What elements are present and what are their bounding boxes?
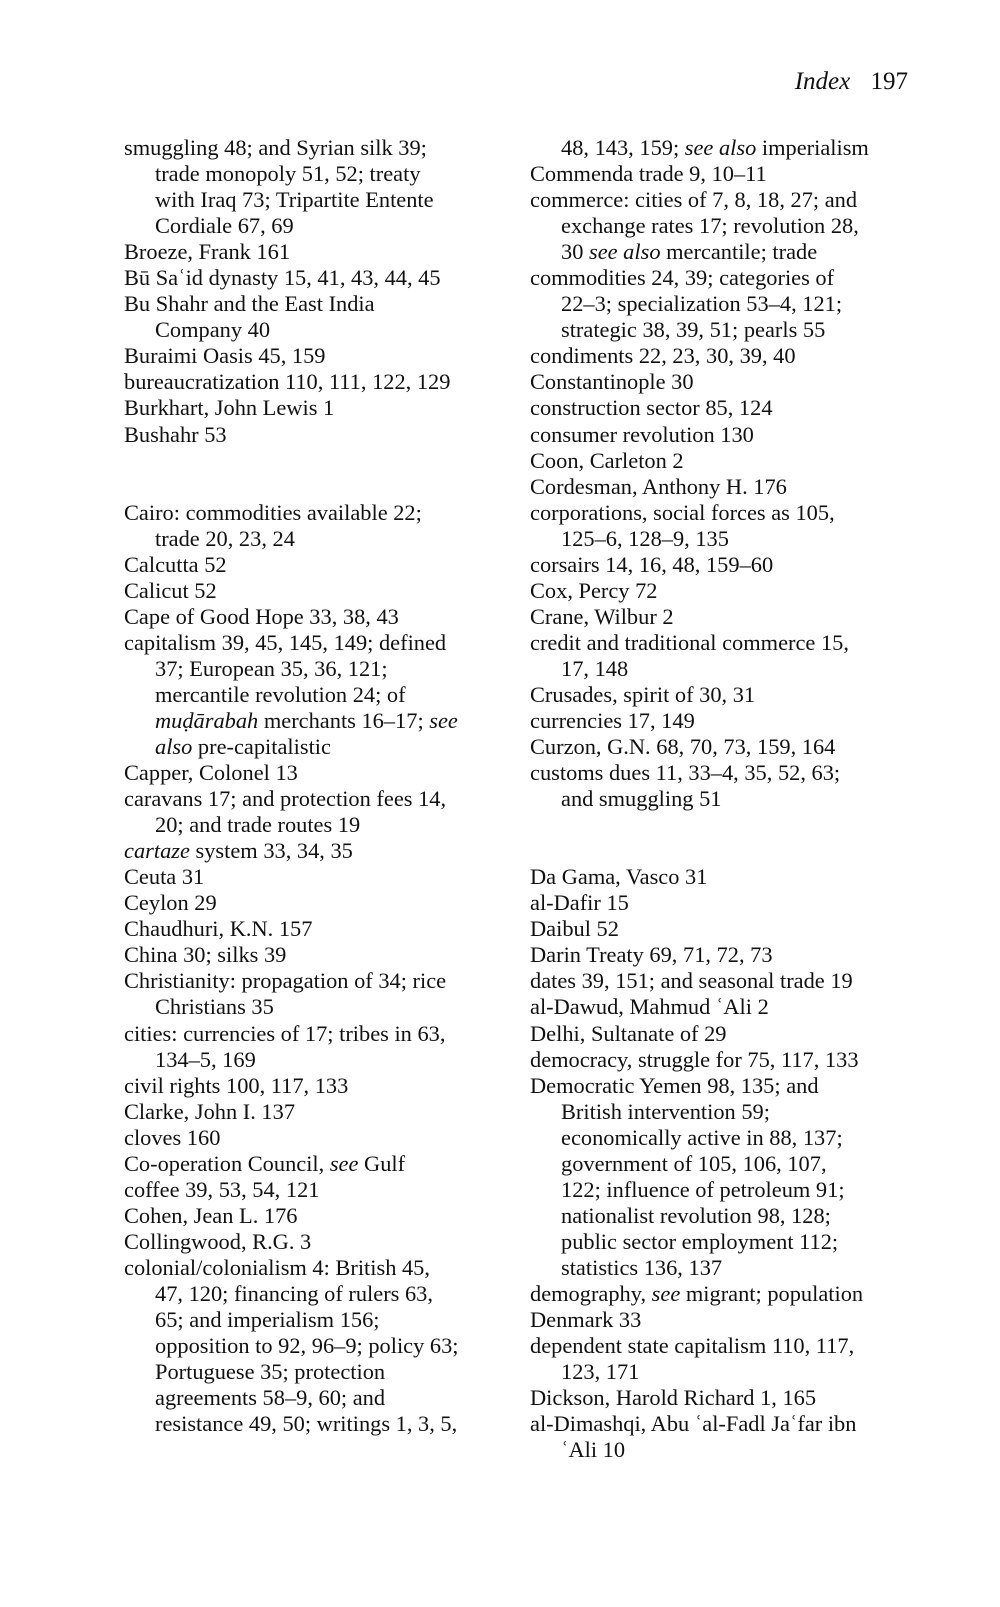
entry-line: government of 105, 106, 107, — [561, 1150, 827, 1176]
index-entry — [124, 968, 514, 1020]
entry-line: Da Gama, Vasco 31 — [530, 864, 708, 890]
entry-line: civil rights 100, 117, 133 — [124, 1072, 349, 1098]
entry-line: coffee 39, 53, 54, 121 — [124, 1176, 320, 1202]
entry-line: agreements 58–9, 60; and — [155, 1385, 386, 1411]
entry-line: Calicut 52 — [124, 577, 217, 603]
index-entry — [124, 760, 514, 786]
entry-line: cloves 160 — [124, 1124, 221, 1150]
index-entry — [530, 916, 930, 942]
index-entry — [124, 604, 514, 630]
index-entry — [124, 1073, 514, 1099]
entry-line: credit and traditional commerce 15, — [530, 629, 849, 655]
entry-group — [124, 135, 514, 448]
index-entry — [530, 734, 930, 760]
entry-line: mercantile revolution 24; of — [155, 681, 406, 707]
index-entry — [124, 1021, 514, 1073]
index-entry — [530, 474, 930, 500]
index-entry — [530, 1307, 930, 1333]
entry-line: 122; influence of petroleum 91; — [561, 1176, 845, 1202]
index-entry — [124, 864, 514, 890]
index-entry — [530, 500, 930, 552]
index-entry — [530, 1385, 930, 1411]
index-entry — [124, 578, 514, 604]
entry-line: corporations, social forces as 105, — [530, 499, 835, 525]
entry-line: Democratic Yemen 98, 135; and — [530, 1072, 819, 1098]
entry-line: al-Dimashqi, Abu ʿal-Fadl Jaʿfar ibn — [530, 1411, 857, 1437]
entry-line: Crane, Wilbur 2 — [530, 603, 674, 629]
entry-line: caravans 17; and protection fees 14, — [124, 786, 447, 812]
index-entry — [124, 942, 514, 968]
entry-line: capitalism 39, 45, 145, 149; defined — [124, 629, 447, 655]
entry-line: resistance 49, 50; writings 1, 3, 5, — [155, 1411, 458, 1437]
entry-line: 123, 171 — [561, 1359, 640, 1385]
entry-line: smuggling 48; and Syrian silk 39; — [124, 135, 427, 160]
index-entry — [124, 890, 514, 916]
entry-line: Buraimi Oasis 45, 159 — [124, 343, 326, 369]
index-entry — [530, 968, 930, 994]
index-entry — [530, 1047, 930, 1073]
index-entry — [530, 708, 930, 734]
entry-line: Cordiale 67, 69 — [155, 213, 294, 239]
index-entry — [530, 369, 930, 395]
index-entry — [530, 864, 930, 890]
index-entry — [530, 1333, 930, 1385]
entry-line: with Iraq 73; Tripartite Entente — [155, 187, 434, 213]
entry-line: Burkhart, John Lewis 1 — [124, 395, 335, 421]
entry-line: Crusades, spirit of 30, 31 — [530, 681, 756, 707]
entry-line: Denmark 33 — [530, 1307, 642, 1333]
entry-line: 17, 148 — [561, 655, 629, 681]
entry-line: 20; and trade routes 19 — [155, 812, 361, 838]
entry-line: Portuguese 35; protection — [155, 1359, 386, 1385]
entry-line: Cox, Percy 72 — [530, 577, 658, 603]
entry-line: Cohen, Jean L. 176 — [124, 1202, 298, 1228]
entry-line: colonial/colonialism 4: British 45, — [124, 1254, 430, 1280]
entry-line: 125–6, 128–9, 135 — [561, 525, 729, 551]
entry-line: Capper, Colonel 13 — [124, 760, 298, 786]
section-title: Index — [794, 68, 851, 95]
index-entry — [124, 630, 514, 708]
index-entry — [530, 682, 930, 708]
index-entry — [124, 552, 514, 578]
entry-line: Cape of Good Hope 33, 38, 43 — [124, 603, 399, 629]
entry-line: trade 20, 23, 24 — [155, 525, 295, 551]
index-entry — [530, 1411, 930, 1463]
entry-group — [124, 500, 514, 1438]
index-entry: 48, 143, 159; see also imperialism — [561, 135, 869, 160]
entry-line: construction sector 85, 124 — [530, 395, 773, 421]
entry-line: 37; European 35, 36, 121; — [155, 655, 388, 681]
entry-line: Chaudhuri, K.N. 157 — [124, 916, 313, 942]
index-entry — [124, 369, 514, 395]
page-number: 197 — [870, 68, 908, 95]
entry-line: Curzon, G.N. 68, 70, 73, 159, 164 — [530, 734, 836, 760]
entry-line: dates 39, 151; and seasonal trade 19 — [530, 968, 853, 994]
index-entry — [530, 422, 930, 448]
index-entry — [124, 1255, 514, 1437]
entry-line: 22–3; specialization 53–4, 121; — [561, 291, 843, 317]
index-entry — [124, 265, 514, 291]
index-entry — [124, 343, 514, 369]
index-entry — [530, 395, 930, 421]
index-entry: also pre-capitalistic — [155, 733, 331, 759]
index-entry — [124, 422, 514, 448]
entry-line: Delhi, Sultanate of 29 — [530, 1020, 727, 1046]
index-entry: demography, see migrant; population — [530, 1280, 864, 1306]
index-entry — [124, 1229, 514, 1255]
entry-line: strategic 38, 39, 51; pearls 55 — [561, 317, 826, 343]
index-entry — [124, 1099, 514, 1125]
index-entry — [530, 994, 930, 1020]
entry-line: Daibul 52 — [530, 916, 619, 942]
index-entry — [124, 916, 514, 942]
index-entry — [530, 343, 930, 369]
entry-line: 65; and imperialism 156; — [155, 1307, 380, 1333]
entry-line: Bushahr 53 — [124, 421, 227, 447]
index-entry — [530, 187, 930, 239]
entry-line: exchange rates 17; revolution 28, — [561, 213, 859, 239]
index-entry — [530, 604, 930, 630]
entry-line: Ceuta 31 — [124, 864, 205, 890]
index-entry — [530, 630, 930, 682]
entry-line: Cordesman, Anthony H. 176 — [530, 473, 787, 499]
index-entry: Co-operation Council, see Gulf — [124, 1150, 406, 1176]
entry-line: corsairs 14, 16, 48, 159–60 — [530, 551, 774, 577]
index-entry — [530, 890, 930, 916]
index-entry — [124, 1125, 514, 1151]
entry-line: condiments 22, 23, 30, 39, 40 — [530, 343, 796, 369]
entry-line: 47, 120; financing of rulers 63, — [155, 1280, 433, 1306]
index-entry — [124, 786, 514, 838]
index-entry — [124, 1203, 514, 1229]
index-entry — [530, 161, 930, 187]
entry-line: China 30; silks 39 — [124, 942, 287, 968]
entry-line: Constantinople 30 — [530, 369, 694, 395]
index-entry — [530, 578, 930, 604]
entry-line: nationalist revolution 98, 128; — [561, 1202, 831, 1228]
entry-line: Collingwood, R.G. 3 — [124, 1228, 312, 1254]
entry-line: ʿAli 10 — [561, 1437, 626, 1463]
index-entry — [530, 265, 930, 343]
entry-line: Cairo: commodities available 22; — [124, 499, 422, 525]
entry-line: al-Dawud, Mahmud ʿAli 2 — [530, 994, 769, 1020]
entry-line: Commenda trade 9, 10–11 — [530, 161, 767, 187]
entry-group — [530, 864, 930, 1463]
index-column-left — [124, 135, 514, 1437]
entry-line: Clarke, John I. 137 — [124, 1098, 296, 1124]
index-entry — [530, 942, 930, 968]
entry-line: commerce: cities of 7, 8, 18, 27; and — [530, 187, 858, 213]
index-entry — [530, 552, 930, 578]
entry-line: customs dues 11, 33–4, 35, 52, 63; — [530, 760, 841, 786]
entry-line: Broeze, Frank 161 — [124, 239, 291, 265]
entry-line: statistics 136, 137 — [561, 1254, 723, 1280]
entry-line: Ceylon 29 — [124, 890, 217, 916]
letter-gap — [124, 448, 514, 500]
entry-group — [530, 135, 930, 812]
index-entry — [530, 448, 930, 474]
entry-line: commodities 24, 39; categories of — [530, 265, 835, 291]
entry-line: Christians 35 — [155, 994, 274, 1020]
entry-line: Company 40 — [155, 317, 271, 343]
index-entry — [530, 760, 930, 812]
entry-line: opposition to 92, 96–9; policy 63; — [155, 1333, 459, 1359]
index-entry — [124, 395, 514, 421]
index-entry — [124, 500, 514, 552]
entry-line: Bu Shahr and the East India — [124, 291, 375, 317]
entry-line: 134–5, 169 — [155, 1046, 256, 1072]
index-entry — [530, 1073, 930, 1281]
entry-line: democracy, struggle for 75, 117, 133 — [530, 1046, 859, 1072]
entry-line: Dickson, Harold Richard 1, 165 — [530, 1385, 817, 1411]
index-entry: cartaze system 33, 34, 35 — [124, 838, 353, 864]
index-column-right — [530, 135, 930, 1463]
entry-line: Coon, Carleton 2 — [530, 447, 684, 473]
index-entry — [530, 1021, 930, 1047]
entry-line: Bū Saʿid dynasty 15, 41, 43, 44, 45 — [124, 265, 441, 291]
entry-line: Darin Treaty 69, 71, 72, 73 — [530, 942, 773, 968]
running-header — [795, 68, 908, 96]
entry-line: bureaucratization 110, 111, 122, 129 — [124, 369, 451, 395]
index-entry — [124, 1177, 514, 1203]
entry-line: cities: currencies of 17; tribes in 63, — [124, 1020, 446, 1046]
entry-line: dependent state capitalism 110, 117, — [530, 1333, 855, 1359]
entry-line: economically active in 88, 137; — [561, 1124, 843, 1150]
letter-gap — [530, 812, 930, 864]
entry-line: al-Dafir 15 — [530, 890, 629, 916]
entry-line: Christianity: propagation of 34; rice — [124, 968, 447, 994]
index-entry — [124, 135, 514, 239]
entry-line: consumer revolution 130 — [530, 421, 754, 447]
index-entry — [124, 239, 514, 265]
entry-line: public sector employment 112; — [561, 1228, 839, 1254]
index-entry: muḍārabah merchants 16–17; see — [155, 707, 458, 733]
entry-line: British intervention 59; — [561, 1098, 770, 1124]
entry-line: trade monopoly 51, 52; treaty — [155, 161, 421, 187]
index-entry: 30 see also mercantile; trade — [561, 239, 818, 265]
entry-line: currencies 17, 149 — [530, 708, 695, 734]
entry-line: Calcutta 52 — [124, 551, 227, 577]
entry-line: and smuggling 51 — [561, 786, 722, 812]
index-entry — [124, 291, 514, 343]
